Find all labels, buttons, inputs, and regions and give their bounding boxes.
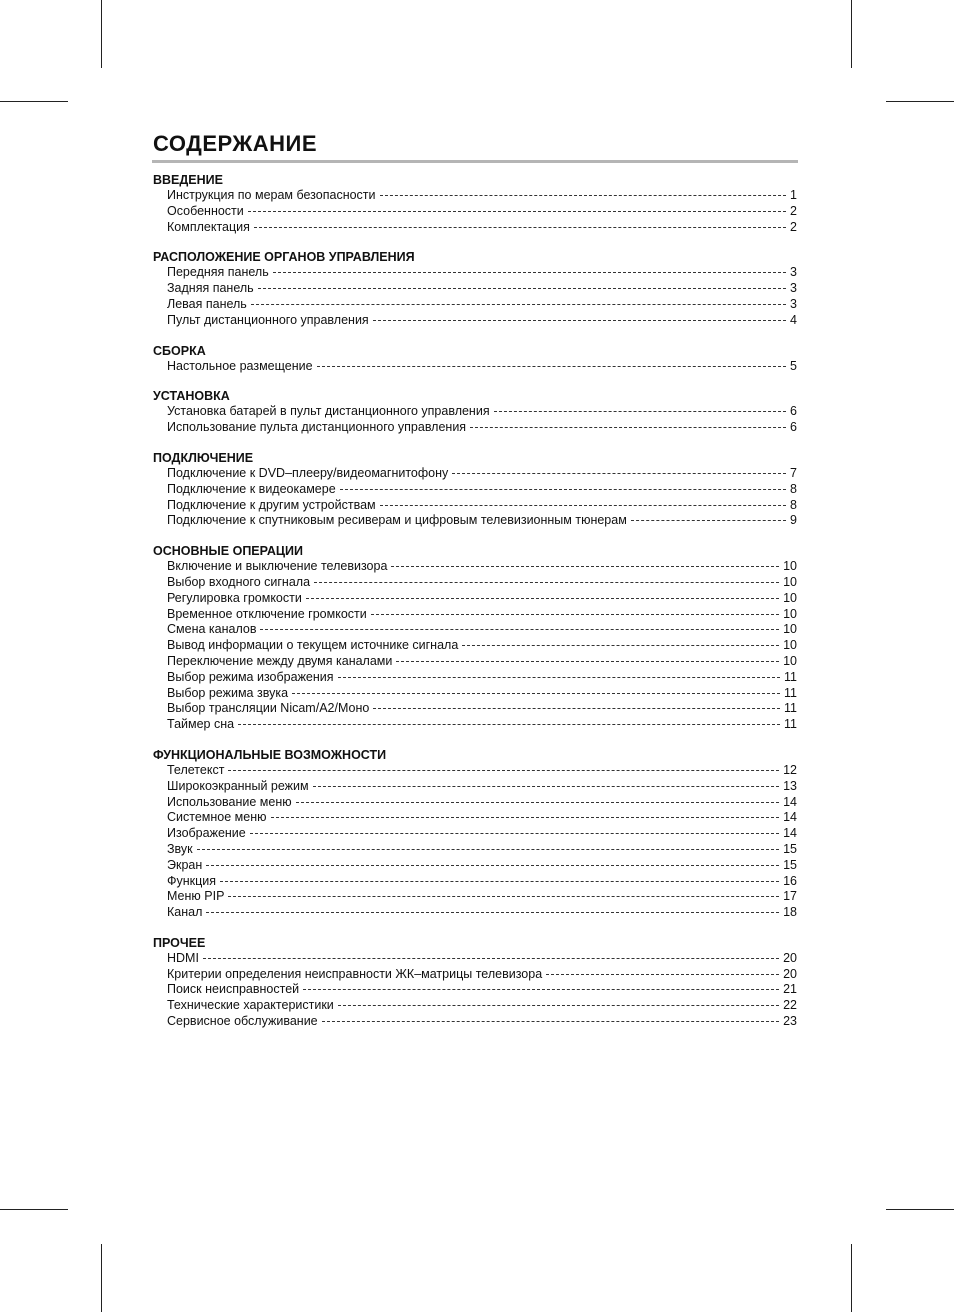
toc-entry[interactable] [153,795,797,811]
toc-entry[interactable] [153,951,797,967]
entry-label: Регулировка громкости [167,590,302,605]
dot-leader [546,974,779,975]
toc-entry[interactable] [153,779,797,795]
toc-entry[interactable] [153,591,797,607]
entry-label: Комплектация [167,219,250,234]
entry-label: Передняя панель [167,265,269,280]
dot-leader [317,366,786,367]
crop-mark [886,101,954,102]
toc-entry[interactable] [153,265,797,281]
toc-entry[interactable] [153,559,797,575]
entry-label: Настольное размещение [167,358,313,373]
entry-label: Таймер сна [167,717,235,732]
toc-section [153,450,797,529]
dot-leader [306,598,779,599]
entry-page-number: 11 [784,701,797,716]
dot-leader [238,724,780,725]
entry-page-number: 2 [790,203,797,218]
dot-leader [338,1005,779,1006]
crop-mark [886,1209,954,1210]
dot-leader [470,427,786,428]
toc-entry[interactable] [153,188,797,204]
entry-label: HDMI [167,950,199,965]
entry-label: Выбор трансляции Nicam/A2/Моно [167,701,370,716]
dot-leader [314,582,779,583]
entry-page-number: 10 [783,574,797,589]
entry-label: Использование пульта дистанционного управления [167,420,467,435]
entry-label: Широкоэкранный режим [167,778,309,793]
toc-entry[interactable] [153,313,797,329]
toc-entry[interactable] [153,889,797,905]
entry-label: Экран [167,857,203,872]
toc-entry[interactable] [153,905,797,921]
toc-section [153,543,797,733]
toc-entry[interactable] [153,982,797,998]
dot-leader [396,661,779,662]
dot-leader [250,833,779,834]
dot-leader [258,288,786,289]
entry-label: Инструкция по мерам безопасности [167,188,376,202]
entry-page-number: 1 [790,188,797,202]
entry-label: Временное отключение громкости [167,606,367,621]
dot-leader [313,786,779,787]
dot-leader [322,1021,779,1022]
dot-leader [452,473,786,474]
entry-page-number: 5 [790,358,797,373]
toc-entry[interactable] [153,420,797,436]
entry-label: Телетекст [167,762,225,777]
page-title: СОДЕРЖАНИЕ [153,131,318,156]
toc-entry[interactable] [153,466,797,482]
toc-entry[interactable] [153,575,797,591]
toc-entry[interactable] [153,281,797,297]
toc-entry[interactable] [153,220,797,236]
entry-label: Звук [167,841,193,856]
dot-leader [303,989,779,990]
dot-leader [260,629,779,630]
entry-label: Пульт дистанционного управления [167,312,369,327]
crop-mark [0,1209,68,1210]
entry-page-number: 6 [790,420,797,435]
section-heading: ВВЕДЕНИЕ [153,173,223,187]
toc-entry[interactable] [153,638,797,654]
entry-page-number: 10 [783,590,797,605]
toc-entry[interactable] [153,654,797,670]
toc-section [153,172,797,235]
section-heading: ОСНОВНЫЕ ОПЕРАЦИИ [153,544,304,559]
dot-leader [206,865,779,866]
entry-label: Технические характеристики [167,998,334,1013]
toc-section [153,747,797,921]
toc-entry[interactable] [153,498,797,514]
entry-label: Функция [167,873,217,888]
dot-leader [271,817,780,818]
crop-mark [851,1244,852,1312]
entry-label: Смена каналов [167,622,257,637]
dot-leader [248,211,786,212]
entry-page-number: 17 [783,889,797,904]
toc-entry[interactable] [153,686,797,702]
dot-leader [254,227,786,228]
crop-mark [101,0,102,68]
dot-leader [292,693,780,694]
entry-page-number: 16 [783,873,797,888]
dot-leader [631,520,786,521]
toc-entry[interactable] [153,842,797,858]
entry-label: Поиск неисправностей [167,982,300,997]
entry-label: Сервисное обслуживание [167,1014,318,1029]
entry-page-number: 4 [790,312,797,327]
entry-page-number: 12 [783,762,797,777]
entry-page-number: 13 [783,778,797,793]
toc-entry[interactable] [153,1014,797,1030]
toc-section [153,388,797,436]
dot-leader [340,489,786,490]
entry-page-number: 8 [790,481,797,496]
entry-page-number: 14 [783,794,797,809]
entry-page-number: 21 [783,982,797,997]
dot-leader [273,272,786,273]
entry-page-number: 18 [783,905,797,920]
entry-label: Задняя панель [167,281,254,296]
entry-label: Подключение к DVD–плееру/видеомагнитофону [167,465,449,480]
entry-label: Использование меню [167,794,292,809]
toc-entry[interactable] [153,858,797,874]
dot-leader [380,505,786,506]
entry-page-number: 11 [784,685,797,700]
entry-label: Системное меню [167,810,267,825]
toc-entry[interactable] [153,404,797,420]
dot-leader [391,566,779,567]
dot-leader [228,896,779,897]
entry-label: Критерии определения неисправности ЖК–матрицы телевизора [167,966,543,981]
entry-label: Подключение к видеокамере [167,481,336,496]
toc-entry[interactable] [153,810,797,826]
dot-leader [197,849,779,850]
toc-section [153,343,797,375]
dot-leader [373,708,780,709]
entry-label: Включение и выключение телевизора [167,559,388,574]
dot-leader [251,304,786,305]
entry-page-number: 10 [783,653,797,668]
toc-entry[interactable] [153,622,797,638]
toc-entry[interactable] [153,763,797,779]
entry-page-number: 10 [783,559,797,574]
section-heading: ФУНКЦИОНАЛЬНЫЕ ВОЗМОЖНОСТИ [153,747,387,762]
toc-section [153,935,797,1030]
entry-page-number: 20 [783,966,797,981]
toc-entry[interactable] [153,607,797,623]
toc-entry[interactable] [153,359,797,375]
toc-entry[interactable] [153,998,797,1014]
section-heading: ПОДКЛЮЧЕНИЕ [153,450,254,465]
toc-entry[interactable] [153,513,797,529]
dot-leader [462,645,779,646]
entry-page-number: 23 [783,1014,797,1029]
entry-page-number: 7 [790,465,797,480]
section-heading: ПРОЧЕЕ [153,935,206,950]
entry-page-number: 8 [790,497,797,512]
crop-mark [0,101,68,102]
toc-entry[interactable] [153,204,797,220]
toc-entry[interactable] [153,701,797,717]
toc-entry[interactable] [153,874,797,890]
toc-entry[interactable] [153,297,797,313]
entry-page-number: 15 [783,841,797,856]
toc-entry[interactable] [153,670,797,686]
entry-page-number: 2 [790,219,797,234]
entry-label: Особенности [167,203,244,218]
crop-mark [101,1244,102,1312]
entry-page-number: 20 [783,950,797,965]
entry-label: Установка батарей в пульт дистанционного управления [167,404,490,419]
crop-mark [851,0,852,68]
entry-page-number: 3 [790,296,797,311]
entry-page-number: 3 [790,281,797,296]
toc-entry[interactable] [153,967,797,983]
entry-page-number: 14 [783,826,797,841]
entry-page-number: 14 [783,810,797,825]
entry-label: Переключение между двумя каналами [167,653,393,668]
entry-page-number: 9 [790,513,797,528]
dot-leader [296,802,779,803]
entry-page-number: 10 [783,606,797,621]
section-heading: СБОРКА [153,343,206,358]
dot-leader [338,677,780,678]
toc-entry[interactable] [153,482,797,498]
entry-page-number: 11 [784,717,797,732]
entry-label: Изображение [167,826,246,841]
entry-label: Меню PIP [167,889,225,904]
dot-leader [206,912,779,913]
dot-leader [203,958,779,959]
entry-page-number: 6 [790,404,797,419]
entry-label: Подключение к спутниковым ресиверам и цифровым телевизионным тюнерам [167,513,627,528]
entry-label: Выбор режима звука [167,685,289,700]
entry-page-number: 11 [784,669,797,684]
entry-label: Вывод информации о текущем источнике сигнала [167,638,459,653]
entry-page-number: 10 [783,622,797,637]
entry-label: Выбор входного сигнала [167,574,311,589]
toc-entry[interactable] [153,826,797,842]
dot-leader [220,881,779,882]
table-of-contents [153,172,797,1044]
dot-leader [380,195,787,196]
entry-page-number: 15 [783,857,797,872]
entry-label: Канал [167,905,203,920]
entry-page-number: 22 [783,998,797,1013]
section-heading: УСТАНОВКА [153,389,230,404]
toc-section [153,249,797,328]
dot-leader [494,411,786,412]
dot-leader [228,770,779,771]
title-underline [152,160,798,163]
entry-label: Левая панель [167,296,247,311]
dot-leader [373,320,786,321]
dot-leader [371,614,779,615]
entry-label: Подключение к другим устройствам [167,497,376,512]
toc-entry[interactable] [153,717,797,733]
entry-label: Выбор режима изображения [167,669,334,684]
section-heading: РАСПОЛОЖЕНИЕ ОРГАНОВ УПРАВЛЕНИЯ [153,250,415,265]
entry-page-number: 3 [790,265,797,280]
entry-page-number: 10 [783,638,797,653]
